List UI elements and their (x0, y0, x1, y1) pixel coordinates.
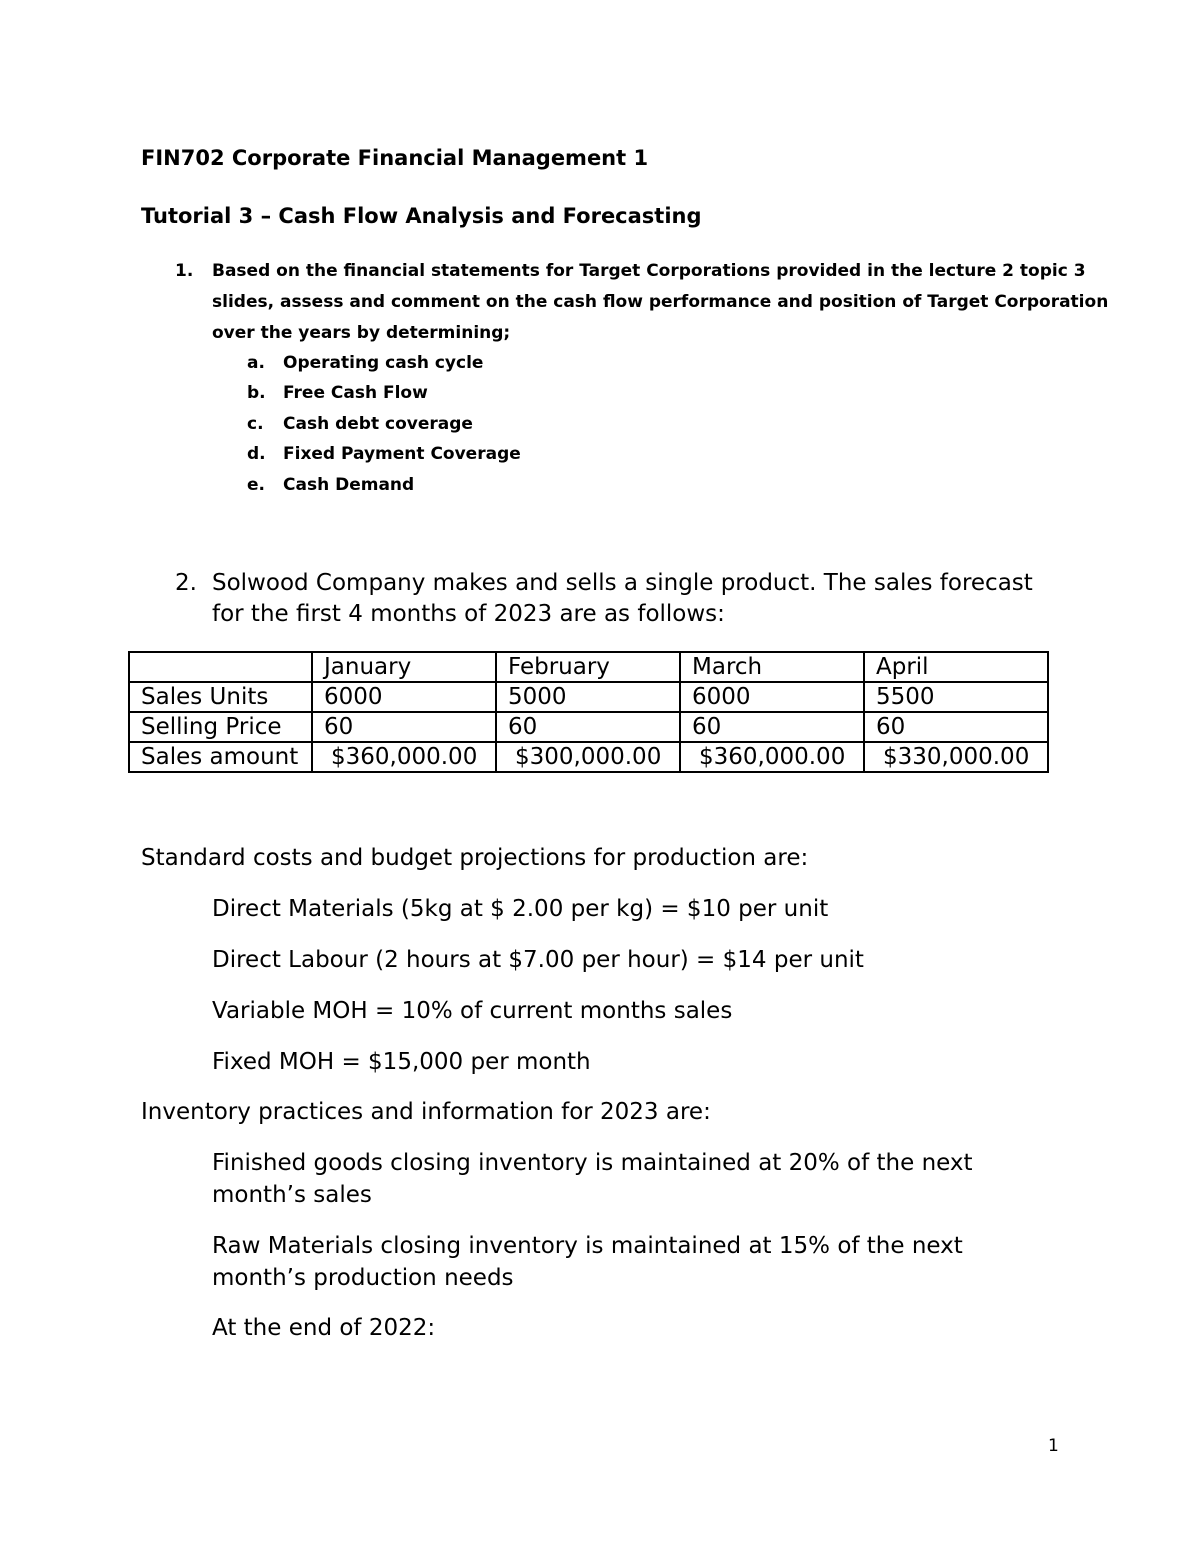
cost-line: Fixed MOH = $15,000 per month (212, 1049, 591, 1075)
q1-item-letter: e. (247, 475, 265, 495)
q1-number: 1. (175, 261, 194, 281)
table-cell: $300,000.00 (496, 742, 680, 772)
q1-item-text: Free Cash Flow (283, 383, 428, 403)
inventory-line: month’s sales (212, 1182, 372, 1208)
q1-item-letter: a. (247, 353, 265, 373)
table-cell: Sales amount (129, 742, 312, 772)
cost-line: Direct Labour (2 hours at $7.00 per hour) = $14 per unit (212, 947, 864, 973)
table-header-cell (129, 652, 312, 682)
table-row (129, 742, 1048, 772)
sales-forecast-table (128, 651, 1049, 773)
q1-item-letter: c. (247, 414, 264, 434)
table-row (129, 682, 1048, 712)
q1-line-2: slides, assess and comment on the cash flow performance and position of Target Corporation (212, 292, 1109, 312)
table-cell: Selling Price (129, 712, 312, 742)
table-cell: $330,000.00 (864, 742, 1048, 772)
q2-line-1: Solwood Company makes and sells a single product. The sales forecast (212, 570, 1033, 596)
table-cell: 60 (312, 712, 496, 742)
table-cell: 5500 (864, 682, 1048, 712)
table-cell: 5000 (496, 682, 680, 712)
table-cell: $360,000.00 (680, 742, 864, 772)
q1-line-1: Based on the financial statements for Target Corporations provided in the lecture 2 topic 3 (212, 261, 1086, 281)
table-cell: 6000 (312, 682, 496, 712)
cost-line: Variable MOH = 10% of current months sales (212, 998, 733, 1024)
standard-costs-heading: Standard costs and budget projections for production are: (141, 845, 809, 871)
table-cell: Sales Units (129, 682, 312, 712)
cost-line: Direct Materials (5kg at $ 2.00 per kg) = $10 per unit (212, 896, 829, 922)
q1-item-text: Fixed Payment Coverage (283, 444, 521, 464)
inventory-line: Raw Materials closing inventory is maintained at 15% of the next (212, 1233, 963, 1259)
inventory-line: month’s production needs (212, 1265, 514, 1291)
q1-item-text: Cash debt coverage (283, 414, 473, 434)
table-header-cell: March (680, 652, 864, 682)
table-header-row (129, 652, 1048, 682)
tutorial-title: Tutorial 3 – Cash Flow Analysis and Forecasting (141, 204, 702, 228)
inventory-heading: Inventory practices and information for 2023 are: (141, 1099, 711, 1125)
table-row (129, 712, 1048, 742)
q2-number: 2. (175, 570, 197, 596)
table-cell: 6000 (680, 682, 864, 712)
table-header-cell: April (864, 652, 1048, 682)
q1-item-letter: d. (247, 444, 266, 464)
q2-line-2: for the first 4 months of 2023 are as follows: (212, 601, 725, 627)
table-cell: $360,000.00 (312, 742, 496, 772)
table-cell: 60 (496, 712, 680, 742)
inventory-line: Finished goods closing inventory is maintained at 20% of the next (212, 1150, 973, 1176)
course-title: FIN702 Corporate Financial Management 1 (141, 146, 649, 170)
table-cell: 60 (680, 712, 864, 742)
table-cell: 60 (864, 712, 1048, 742)
q1-item-letter: b. (247, 383, 266, 403)
end-of-year-label: At the end of 2022: (212, 1315, 436, 1341)
q1-item-text: Operating cash cycle (283, 353, 484, 373)
table-header-cell: February (496, 652, 680, 682)
table-header-cell: January (312, 652, 496, 682)
q1-item-text: Cash Demand (283, 475, 415, 495)
page-number: 1 (1048, 1436, 1059, 1456)
q1-line-3: over the years by determining; (212, 323, 511, 343)
